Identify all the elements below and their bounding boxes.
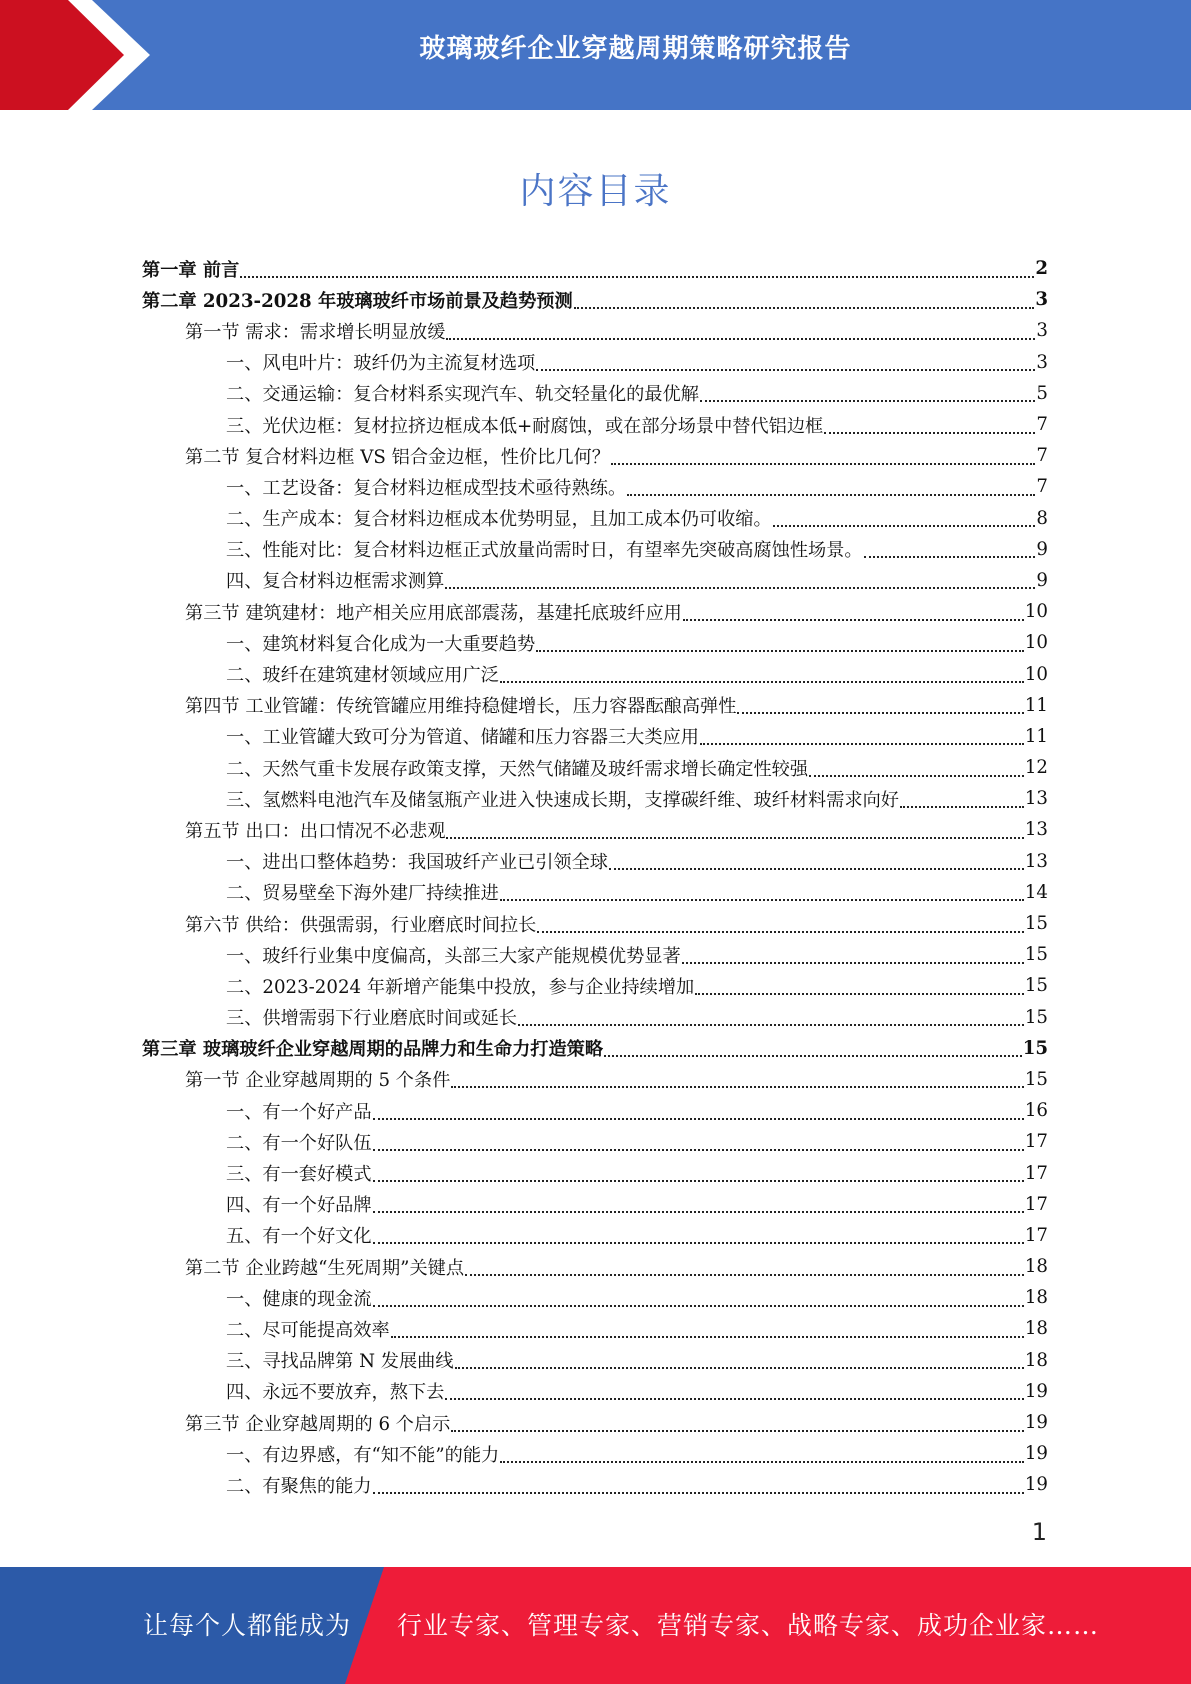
toc-entry-page: 15 — [1024, 944, 1048, 966]
table-of-contents — [142, 253, 1048, 1501]
toc-entry[interactable] — [142, 347, 1048, 378]
toc-entry-page: 8 — [1036, 507, 1048, 529]
toc-dot-leader — [500, 681, 1024, 683]
footer-banner — [0, 1567, 1191, 1684]
toc-entry[interactable] — [142, 627, 1048, 658]
toc-entry-label: 一、有一个好产品 — [226, 1101, 372, 1123]
toc-dot-leader — [465, 1274, 1024, 1276]
toc-dot-leader — [240, 276, 1034, 278]
toc-entry-label: 二、贸易壁垒下海外建厂持续推进 — [226, 883, 499, 905]
toc-dot-leader — [824, 432, 1035, 434]
toc-entry-label: 第二节 企业跨越“生死周期”关键点 — [185, 1257, 465, 1279]
toc-entry-page: 14 — [1024, 881, 1048, 903]
toc-entry-page: 3 — [1036, 351, 1048, 373]
page-number: 1 — [1031, 1518, 1047, 1546]
toc-dot-leader — [609, 868, 1024, 870]
toc-entry[interactable] — [142, 908, 1048, 939]
toc-entry-page: 3 — [1036, 320, 1048, 342]
toc-entry[interactable] — [142, 315, 1048, 346]
toc-entry[interactable] — [142, 1064, 1048, 1095]
toc-entry-label: 第一节 企业穿越周期的 5 个条件 — [185, 1070, 451, 1092]
toc-heading: 内容目录 — [519, 171, 672, 212]
toc-entry-page: 9 — [1036, 538, 1048, 560]
toc-dot-leader — [445, 1398, 1024, 1400]
toc-dot-leader — [864, 556, 1036, 558]
toc-entry-page: 10 — [1024, 632, 1048, 654]
toc-entry-label: 二、生产成本：复合材料边框成本优势明显，且加工成本仍可收缩。 — [226, 509, 772, 531]
toc-dot-leader — [451, 1086, 1023, 1088]
toc-dot-leader — [446, 338, 1035, 340]
toc-dot-leader — [683, 619, 1024, 621]
footer-slogan-right: 行业专家、管理专家、营销专家、战略专家、成功企业家…… — [397, 1611, 1100, 1640]
toc-dot-leader — [700, 743, 1024, 745]
toc-dot-leader — [737, 712, 1023, 714]
toc-entry-page: 18 — [1024, 1287, 1048, 1309]
toc-entry-label: 二、交通运输：复合材料系实现汽车、轨交轻量化的最优解 — [226, 384, 699, 406]
toc-entry-page: 17 — [1024, 1193, 1048, 1215]
toc-entry-label: 二、玻纤在建筑建材领域应用广泛 — [226, 665, 499, 687]
toc-dot-leader — [700, 400, 1036, 402]
toc-entry-page: 17 — [1024, 1224, 1048, 1246]
toc-entry-page: 18 — [1024, 1318, 1048, 1340]
toc-entry-label: 第一节 需求：需求增长明显放缓 — [185, 321, 446, 343]
toc-entry[interactable] — [142, 783, 1048, 814]
toc-entry-label: 四、永远不要放弃，熬下去 — [226, 1382, 445, 1404]
toc-entry-page: 12 — [1024, 757, 1048, 779]
toc-entry-page: 3 — [1035, 289, 1048, 311]
toc-dot-leader — [373, 1149, 1024, 1151]
toc-entry-label: 三、氢燃料电池汽车及储氢瓶产业进入快速成长期，支撑碳纤维、玻纤材料需求向好 — [226, 789, 899, 811]
toc-entry[interactable] — [142, 471, 1048, 502]
toc-entry-label: 第三节 建筑建材：地产相关应用底部震荡，基建托底玻纤应用 — [185, 602, 682, 624]
toc-entry-page: 17 — [1024, 1131, 1048, 1153]
toc-entry-label: 一、健康的现金流 — [226, 1288, 372, 1310]
toc-entry-label: 二、尽可能提高效率 — [226, 1319, 390, 1341]
toc-entry[interactable] — [142, 253, 1048, 284]
toc-entry[interactable] — [142, 1033, 1048, 1064]
toc-dot-leader — [682, 962, 1024, 964]
toc-entry-label: 一、有边界感，有“知不能”的能力 — [226, 1444, 500, 1466]
toc-dot-leader — [574, 307, 1035, 309]
toc-entry-page: 13 — [1024, 850, 1048, 872]
toc-entry-label: 一、工业管罐大致可分为管道、储罐和压力容器三大类应用 — [226, 727, 699, 749]
toc-entry-label: 第二章 2023-2028 年玻璃玻纤市场前景及趋势预测 — [142, 290, 573, 312]
toc-entry-page: 10 — [1024, 601, 1048, 623]
toc-entry-page: 7 — [1036, 445, 1048, 467]
toc-entry-page: 19 — [1024, 1380, 1048, 1402]
toc-entry-label: 一、玻纤行业集中度偏高，头部三大家产能规模优势显著 — [226, 945, 681, 967]
toc-dot-leader — [611, 463, 1036, 465]
toc-entry[interactable] — [142, 1095, 1048, 1126]
toc-dot-leader — [773, 525, 1036, 527]
toc-entry-page: 18 — [1024, 1256, 1048, 1278]
toc-entry-page: 9 — [1036, 569, 1048, 591]
toc-entry[interactable] — [142, 1282, 1048, 1313]
toc-entry-page: 19 — [1024, 1443, 1048, 1465]
toc-entry-label: 第三节 企业穿越周期的 6 个启示 — [185, 1413, 451, 1435]
toc-dot-leader — [373, 1305, 1024, 1307]
toc-dot-leader — [500, 899, 1024, 901]
toc-entry-page: 15 — [1024, 1068, 1048, 1090]
toc-entry-label: 一、工艺设备：复合材料边框成型技术亟待熟练。 — [226, 477, 627, 499]
toc-dot-leader — [809, 775, 1024, 777]
toc-entry[interactable] — [142, 1313, 1048, 1344]
toc-entry[interactable] — [142, 846, 1048, 877]
toc-entry[interactable] — [142, 440, 1048, 471]
toc-entry-page: 13 — [1024, 788, 1048, 810]
toc-entry-page: 11 — [1024, 694, 1048, 716]
toc-entry[interactable] — [142, 1251, 1048, 1282]
toc-entry-label: 第四节 工业管罐：传统管罐应用维持稳健增长，压力容器酝酿高弹性 — [185, 696, 737, 718]
toc-entry-page: 7 — [1036, 414, 1048, 436]
toc-entry-label: 一、风电叶片：玻纤仍为主流复材选项 — [226, 353, 536, 375]
toc-entry-page: 10 — [1024, 663, 1048, 685]
toc-entry[interactable] — [142, 814, 1048, 845]
toc-dot-leader — [373, 1242, 1024, 1244]
toc-entry-label: 一、建筑材料复合化成为一大重要趋势 — [226, 633, 536, 655]
toc-dot-leader — [373, 1118, 1024, 1120]
toc-entry[interactable] — [142, 1407, 1048, 1438]
toc-entry-label: 第六节 供给：供强需弱，行业磨底时间拉长 — [185, 914, 537, 936]
toc-entry[interactable] — [142, 877, 1048, 908]
toc-entry-label: 二、有一个好队伍 — [226, 1132, 372, 1154]
toc-entry[interactable] — [142, 1469, 1048, 1500]
toc-dot-leader — [536, 369, 1035, 371]
toc-entry[interactable] — [142, 1345, 1048, 1376]
toc-entry[interactable] — [142, 596, 1048, 627]
toc-entry-page: 11 — [1024, 725, 1048, 747]
toc-entry[interactable] — [142, 284, 1048, 315]
toc-entry[interactable] — [142, 658, 1048, 689]
report-title: 玻璃玻纤企业穿越周期策略研究报告 — [419, 34, 852, 64]
toc-entry[interactable] — [142, 503, 1048, 534]
toc-entry-label: 一、进出口整体趋势：我国玻纤产业已引领全球 — [226, 852, 608, 874]
toc-entry[interactable] — [142, 1002, 1048, 1033]
toc-entry[interactable] — [142, 378, 1048, 409]
toc-dot-leader — [695, 993, 1024, 995]
footer-slogan-left: 让每个人都能成为 — [143, 1611, 352, 1640]
toc-entry-page: 15 — [1024, 975, 1048, 997]
toc-entry-label: 三、性能对比：复合材料边框正式放量尚需时日，有望率先突破高腐蚀性场景。 — [226, 540, 863, 562]
toc-entry-page: 19 — [1024, 1412, 1048, 1434]
toc-dot-leader — [537, 931, 1023, 933]
toc-dot-leader — [627, 494, 1035, 496]
toc-entry-label: 第三章 玻璃玻纤企业穿越周期的品牌力和生命力打造策略 — [142, 1039, 604, 1061]
toc-dot-leader — [373, 1180, 1024, 1182]
toc-entry-label: 第五节 出口：出口情况不必悲观 — [185, 820, 446, 842]
toc-dot-leader — [900, 806, 1024, 808]
toc-entry[interactable] — [142, 690, 1048, 721]
toc-entry[interactable] — [142, 1438, 1048, 1469]
toc-entry[interactable] — [142, 721, 1048, 752]
toc-entry-page: 13 — [1024, 819, 1048, 841]
toc-entry[interactable] — [142, 752, 1048, 783]
toc-dot-leader — [518, 1024, 1024, 1026]
toc-entry-label: 三、光伏边框：复材拉挤边框成本低+耐腐蚀，或在部分场景中替代铝边框 — [226, 415, 824, 437]
toc-dot-leader — [373, 1492, 1024, 1494]
toc-entry-page: 5 — [1036, 382, 1048, 404]
toc-dot-leader — [500, 1461, 1024, 1463]
toc-entry-label: 第二节 复合材料边框 VS 铝合金边框，性价比几何？ — [185, 446, 610, 468]
toc-entry-page: 18 — [1024, 1349, 1048, 1371]
toc-entry-label: 四、复合材料边框需求测算 — [226, 571, 445, 593]
toc-entry-label: 五、有一个好文化 — [226, 1226, 372, 1248]
toc-entry-page: 15 — [1024, 913, 1048, 935]
toc-entry-label: 第一章 前言 — [142, 259, 240, 281]
toc-entry-label: 三、有一套好模式 — [226, 1164, 372, 1186]
toc-entry[interactable] — [142, 534, 1048, 565]
header-banner — [0, 0, 1191, 110]
toc-entry-page: 7 — [1036, 476, 1048, 498]
toc-entry-page: 19 — [1024, 1474, 1048, 1496]
toc-entry-page: 15 — [1024, 1006, 1048, 1028]
toc-entry[interactable] — [142, 1376, 1048, 1407]
toc-entry-page: 2 — [1035, 258, 1048, 280]
toc-dot-leader — [391, 1336, 1024, 1338]
toc-entry-label: 二、天然气重卡发展存政策支撑，天然气储罐及玻纤需求增长确定性较强 — [226, 758, 809, 780]
toc-entry-label: 二、2023-2024 年新增产能集中投放，参与企业持续增加 — [226, 976, 695, 998]
toc-entry[interactable] — [142, 1189, 1048, 1220]
toc-dot-leader — [446, 837, 1023, 839]
toc-dot-leader — [445, 587, 1035, 589]
toc-entry-page: 16 — [1024, 1100, 1048, 1122]
toc-entry-label: 四、有一个好品牌 — [226, 1195, 372, 1217]
toc-dot-leader — [536, 650, 1024, 652]
toc-entry-label: 二、有聚焦的能力 — [226, 1475, 372, 1497]
toc-dot-leader — [373, 1211, 1024, 1213]
toc-entry-page: 17 — [1024, 1162, 1048, 1184]
toc-entry[interactable] — [142, 565, 1048, 596]
toc-dot-leader — [451, 1430, 1023, 1432]
toc-entry[interactable] — [142, 939, 1048, 970]
toc-entry[interactable] — [142, 409, 1048, 440]
toc-entry[interactable] — [142, 1126, 1048, 1157]
toc-entry-label: 三、寻找品牌第 N 发展曲线 — [226, 1351, 454, 1373]
toc-dot-leader — [455, 1367, 1024, 1369]
toc-dot-leader — [604, 1055, 1022, 1057]
toc-entry-page: 15 — [1022, 1037, 1048, 1059]
toc-entry[interactable] — [142, 1220, 1048, 1251]
toc-entry[interactable] — [142, 970, 1048, 1001]
toc-entry[interactable] — [142, 1157, 1048, 1188]
toc-entry-label: 三、供增需弱下行业磨底时间或延长 — [226, 1008, 518, 1030]
